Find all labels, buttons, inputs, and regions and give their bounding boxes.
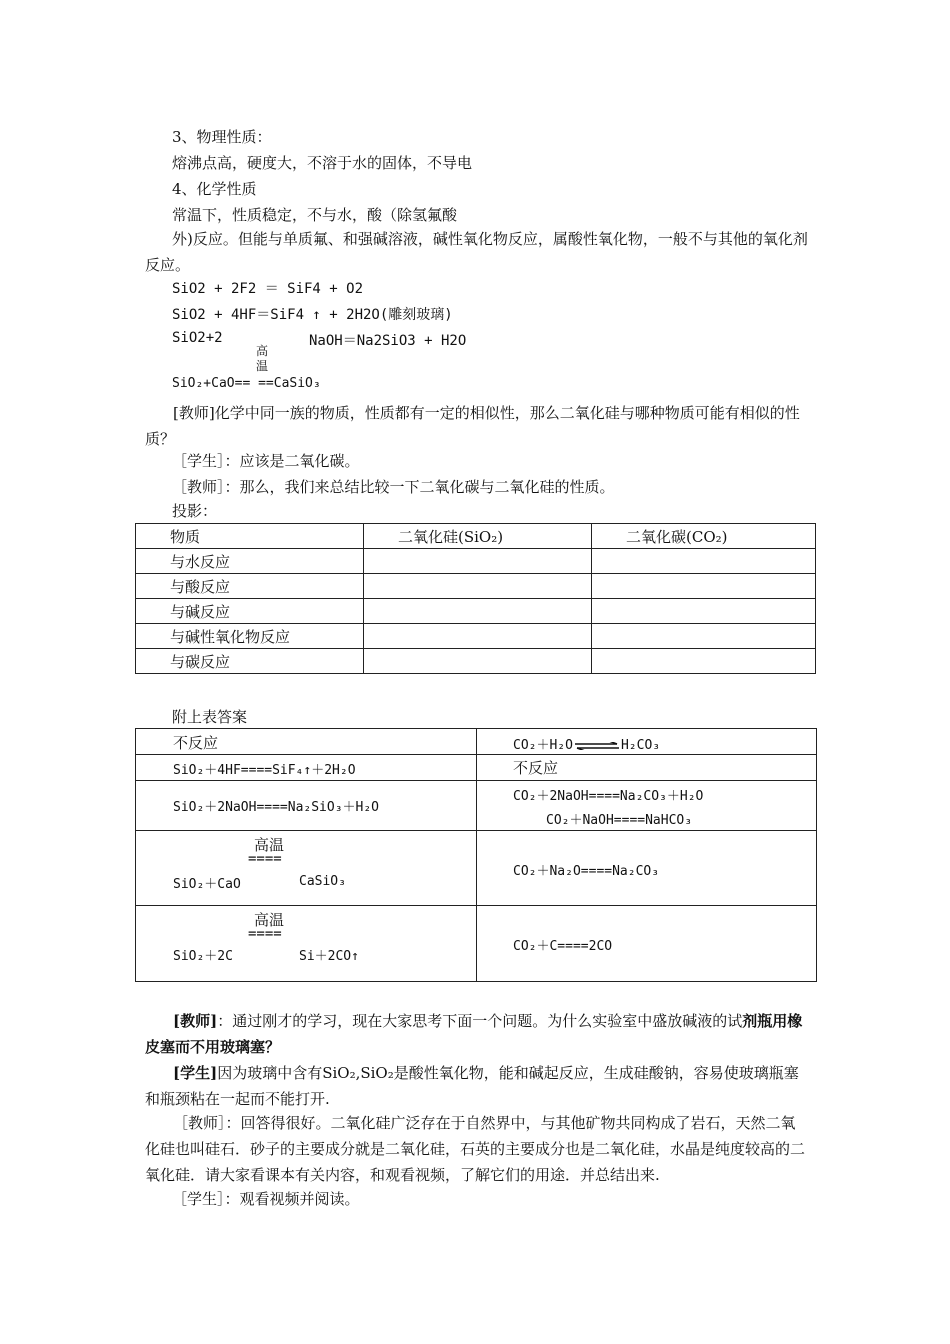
- physical-properties-text: 熔沸点高，硬度大，不溶于水的固体，不导电: [172, 154, 473, 172]
- equation-sio2-f2: SiO2 + 2F2 ＝ SiF4 + O2: [172, 281, 364, 297]
- answer-table: [135, 728, 817, 982]
- answer-r1-product: H₂CO₃: [620, 738, 661, 753]
- heading-physical-properties: 3、物理性质：: [172, 128, 272, 146]
- chemical-properties-line2: 外)反应。但能与单质氟、和强碱溶液，碱性氧化物反应，属酸性氧化物，一般不与其他的氧化剂反应。: [145, 230, 808, 274]
- chemical-properties-line1: 常温下，性质稳定，不与水，酸（除氢氟酸: [172, 206, 458, 224]
- equation-sio2-hf: SiO2 + 4HF＝SiF4 ↑ + 2H2O(雕刻玻璃): [172, 307, 453, 323]
- student-answer-text: 因为玻璃中含有SiO₂,SiO₂是酸性氧化物，能和碱起反应，生成硅酸钠，容易使玻璃瓶塞和瓶颈粘在一起而不能打开.: [145, 1064, 799, 1108]
- table-cell: [364, 549, 592, 574]
- table-cell: [364, 649, 592, 674]
- table-row: [136, 649, 816, 674]
- table-row: [136, 549, 816, 574]
- teacher-compare-intro: ［教师］：那么，我们来总结比较一下二氧化碳与二氧化硅的性质。: [172, 478, 615, 496]
- student-tag: [学生]: [173, 1064, 218, 1082]
- answer-table-title: 附上表答案: [172, 708, 248, 726]
- table-row-label: 与水反应: [136, 549, 364, 574]
- teacher-question-emphasis: 剂瓶用橡皮塞而不用玻璃塞？: [145, 1012, 803, 1056]
- answer-r2-right: 不反应: [513, 759, 559, 777]
- table-header-cell: 物质: [136, 524, 364, 549]
- table-cell: [592, 574, 816, 599]
- student-answer-glass: [145, 1060, 809, 1112]
- table-row-label: 与酸反应: [136, 574, 364, 599]
- teacher-tag: [教师]: [173, 1012, 218, 1030]
- table-header-cell: 二氧化碳(CO₂): [592, 524, 816, 549]
- answer-r5-right: CO₂＋C====2CO: [513, 939, 613, 954]
- table-row-label: 与碱性氧化物反应: [136, 624, 364, 649]
- answer-r1-reactants: CO₂＋H₂O: [513, 738, 573, 753]
- teacher-question-text: ：通过刚才的学习，现在大家思考下面一个问题。为什么实验室中盛放碱液的试: [217, 1012, 743, 1030]
- reversible-arrow-icon: [575, 742, 619, 750]
- table-cell: [592, 649, 816, 674]
- answer-r1-left: 不反应: [173, 734, 219, 752]
- table-cell: [592, 549, 816, 574]
- answer-r5-condition: 高温: [254, 911, 285, 929]
- answer-r4-eqsign: ====: [248, 851, 282, 867]
- table-header-cell: 二氧化硅(SiO₂): [364, 524, 592, 549]
- answer-r3-right-line2: CO₂＋NaOH====NaHCO₃: [546, 813, 693, 828]
- table-cell: [592, 599, 816, 624]
- table-cell: [364, 574, 592, 599]
- projection-label: 投影：: [172, 502, 218, 520]
- equation-sio2-naoh-part1: SiO2+2: [172, 330, 223, 346]
- table-cell: [592, 624, 816, 649]
- equation-sio2-cao: SiO₂+CaO== ==CaSiO₃: [172, 376, 321, 391]
- condition-gao: 高: [256, 344, 269, 358]
- answer-r4-condition: 高温: [254, 836, 285, 854]
- heading-chemical-properties: 4、化学性质: [172, 180, 257, 198]
- table-row: [136, 599, 816, 624]
- comparison-table: [135, 523, 816, 674]
- table-row-label: 与碱反应: [136, 599, 364, 624]
- teacher-silica-intro: ［教师］：回答得很好。二氧化硅广泛存在于自然界中，与其他矿物共同构成了岩石，天然二氧化硅也叫硅石．砂子的主要成分就是二氧化硅，石英的主要成分也是二氧化硅，水晶是纯度较高的二氧化硅．请大家看课本有关内容，和观看视频，了解它们的用途．并总结出来.: [145, 1114, 806, 1184]
- answer-r5-left-reactants: SiO₂＋2C: [173, 949, 233, 964]
- answer-r4-left-product: CaSiO₃: [299, 874, 346, 889]
- condition-wen: 温: [256, 359, 269, 373]
- teacher-question-similarity: [教师]化学中同一族的物质，性质都有一定的相似性，那么二氧化硅与哪种物质可能有相似的性质？: [145, 404, 800, 448]
- answer-r2-left: SiO₂＋4HF====SiF₄↑＋2H₂O: [173, 763, 356, 778]
- table-row: [136, 624, 816, 649]
- answer-r4-right: CO₂＋Na₂O====Na₂CO₃: [513, 864, 660, 879]
- equation-sio2-naoh-part2: NaOH＝Na2SiO3 + H2O: [309, 333, 467, 349]
- answer-r3-left: SiO₂＋2NaOH====Na₂SiO₃＋H₂O: [173, 800, 380, 815]
- table-header-row: [136, 524, 816, 549]
- answer-r5-eqsign: ====: [248, 926, 282, 942]
- answer-r5-left-product: Si＋2CO↑: [299, 949, 359, 964]
- table-row: [136, 574, 816, 599]
- table-row-label: 与碳反应: [136, 649, 364, 674]
- student-watch-video: ［学生］：观看视频并阅读。: [172, 1190, 360, 1208]
- answer-r1-right: [513, 734, 660, 753]
- answer-r3-right-line1: CO₂＋2NaOH====Na₂CO₃＋H₂O: [513, 789, 704, 804]
- student-answer-co2: ［学生］：应该是二氧化碳。: [172, 452, 360, 470]
- table-cell: [364, 599, 592, 624]
- teacher-question-stopper: [145, 1008, 809, 1060]
- answer-r4-left-reactants: SiO₂＋CaO: [173, 877, 241, 892]
- table-cell: [364, 624, 592, 649]
